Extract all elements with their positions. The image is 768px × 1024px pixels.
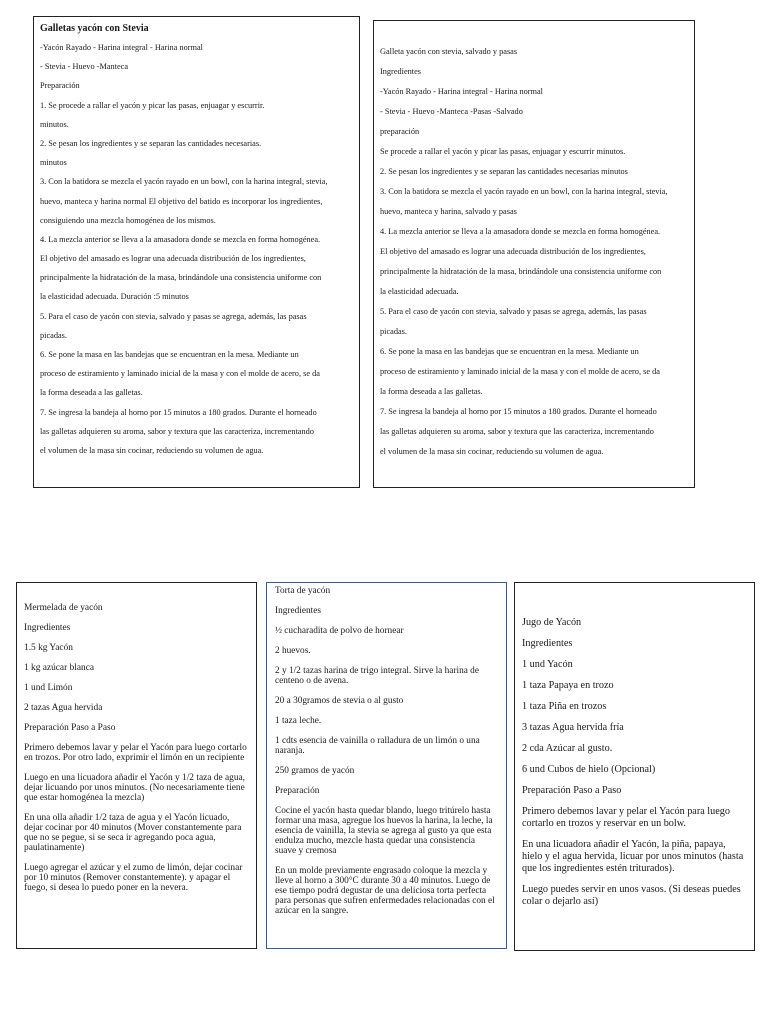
- recipe-line: huevo, manteca y harina normal El objetivo del batido es incorporar los ingredientes,: [40, 196, 323, 206]
- recipe-line: Ingredientes: [380, 67, 422, 76]
- recipe-line: Luego agregar el azúcar y el zumo de limón, dejar cocinar por 10 minutos (Remover constantemente). y apagar el fuego, si desea lo puedo poner en la nevera.: [24, 863, 243, 893]
- recipe-line: - Stevia - Huevo -Manteca: [40, 62, 129, 72]
- recipe-line: Galleta yacón con stevia, salvado y pasas: [380, 47, 518, 56]
- recipe-line: proceso de estiramiento y laminado inicial de la masa y con el molde de acero, se da: [40, 369, 320, 379]
- recipe-body: [380, 47, 688, 457]
- recipe-line: picadas.: [380, 327, 407, 336]
- recipe-line: 1. Se procede a rallar el yacón y picar las pasas, enjuagar y escurrir.: [40, 100, 265, 110]
- recipe-body: [522, 617, 747, 908]
- recipe-line: 1 und Yacón: [522, 659, 573, 670]
- recipe-line: 2 huevos.: [275, 646, 311, 656]
- recipe-line: Mermelada de yacón: [24, 603, 103, 613]
- recipe-line: las galletas adquieren su aroma, sabor y textura que las caracteriza, incrementando: [40, 426, 314, 436]
- recipe-line: En una licuadora añadir el Yacón, la piña, papaya, hielo y el agua hervida, licuar por unos minutos (hasta que los ingredientes estén triturados).: [522, 839, 744, 874]
- recipe-line: 1 cdts esencia de vainilla o ralladura de un limón o una naranja.: [275, 736, 480, 756]
- recipe-line: El objetivo del amasado es lograr una adecuada distribución de los ingredientes,: [380, 247, 646, 256]
- recipe-line: 6. Se pone la masa en las bandejas que se encuentran en la mesa. Mediante un: [40, 350, 299, 359]
- recipe-line: En una olla añadir 1/2 taza de agua y el Yacón licuado, dejar cocinar por 40 minutos (Mover constantemente para que no se pegue, si se seca ir agregando poca agua, paulatinamente): [24, 813, 242, 853]
- recipe-line: 1 taza leche.: [275, 716, 322, 726]
- recipe-line: 7. Se ingresa la bandeja al horno por 15 minutos a 180 grados. Durante el horneado: [40, 407, 317, 417]
- recipe-line: la forma deseada a las galletas.: [380, 387, 483, 396]
- recipe-line: En un molde previamente engrasado coloque la mezcla y lleve al horno a 300°C durante 30 a 40 minutos. Luego de ese tiempo podrá degustar de una deliciosa torta perfecta para personas que sufren enfermedades relacionadas con el azúcar en la sangre.: [275, 866, 495, 916]
- recipe-line: Torta de yacón: [275, 586, 331, 596]
- recipe-line: 2 tazas Agua hervida: [24, 703, 103, 713]
- recipe-line: 5. Para el caso de yacón con stevia, salvado y pasas se agrega, además, las pasas: [40, 311, 307, 321]
- recipe-line: huevo, manteca y harina, salvado y pasas: [380, 207, 517, 216]
- recipe-line: minutos.: [40, 119, 69, 129]
- recipe-line: 2 cda Azúcar al gusto.: [522, 743, 613, 754]
- recipe-line: el volumen de la masa sin cocinar, reduciendo su volumen de agua.: [40, 445, 264, 455]
- recipe-line: minutos: [40, 158, 67, 168]
- recipe-line: 1 taza Piña en trozos: [522, 701, 607, 712]
- recipe-jugo: [514, 582, 755, 951]
- recipe-line: 1.5 kg Yacón: [24, 643, 73, 653]
- recipe-line: 1 kg azúcar blanca: [24, 663, 95, 673]
- recipe-line: picadas.: [40, 330, 67, 340]
- recipe-line: El objetivo del amasado es lograr una adecuada distribución de los ingredientes,: [40, 254, 306, 264]
- recipe-body: [40, 42, 353, 456]
- recipe-line: 2 y 1/2 tazas harina de trigo integral. Sirve la harina de centeno o de avena.: [275, 666, 479, 686]
- recipe-line: Preparación Paso a Paso: [522, 785, 622, 796]
- recipe-line: -Yacón Rayado - Harina integral - Harina normal: [380, 87, 543, 96]
- recipe-line: 2. Se pesan los ingredientes y se separan las cantidades necesarias.: [40, 138, 262, 148]
- recipe-line: Se procede a rallar el yacón y picar las pasas, enjuagar y escurrir minutos.: [380, 147, 626, 156]
- recipe-line: 250 gramos de yacón: [275, 766, 355, 776]
- recipe-line: principalmente la hidratación de la masa, brindándole una consistencia uniforme con: [40, 273, 322, 283]
- recipe-line: Preparación Paso a Paso: [24, 723, 116, 733]
- recipe-line: 2. Se pesan los ingredientes y se separan las cantidades necesarias minutos: [380, 167, 628, 176]
- recipe-line: Luego en una licuadora añadir el Yacón y 1/2 taza de agua, dejar licuando por unos minutos. (No necesariamente tiene que estar homogénea la mezcla): [24, 773, 246, 803]
- recipe-line: 4. La mezcla anterior se lleva a la amasadora donde se mezcla en forma homogénea.: [380, 227, 661, 236]
- recipe-line: Ingredientes: [275, 606, 321, 616]
- recipe-mermelada: [16, 582, 257, 949]
- recipe-line: - Stevia - Huevo -Manteca -Pasas -Salvado: [380, 107, 523, 116]
- recipe-line: las galletas adquieren su aroma, sabor y textura que las caracteriza, incrementando: [380, 427, 654, 436]
- recipe-body: [24, 603, 249, 893]
- recipe-line: 3 tazas Agua hervida fría: [522, 722, 624, 733]
- recipe-line: la elasticidad adecuada.: [380, 287, 459, 296]
- recipe-line: 20 a 30gramos de stevia o al gusto: [275, 696, 404, 706]
- recipe-line: 3. Con la batidora se mezcla el yacón rayado en un bowl, con la harina integral, stevia,: [380, 187, 668, 196]
- recipe-line: 6. Se pone la masa en las bandejas que se encuentran en la mesa. Mediante un: [380, 347, 639, 356]
- recipe-galleta-pasas: [373, 20, 695, 488]
- recipe-line: 3. Con la batidora se mezcla el yacón rayado en un bowl, con la harina integral, stevia,: [40, 177, 328, 187]
- recipe-line: 4. La mezcla anterior se lleva a la amasadora donde se mezcla en forma homogénea.: [40, 234, 321, 244]
- recipe-line: 1 und Limón: [24, 683, 73, 693]
- recipe-line: Preparación: [40, 81, 80, 91]
- recipe-line: Primero debemos lavar y pelar el Yacón para luego cortarlo en trozos y reservar en un bolw.: [522, 806, 730, 829]
- recipe-line: la forma deseada a las galletas.: [40, 388, 143, 398]
- recipe-line: Primero debemos lavar y pelar el Yacón para luego cortarlo en trozos. Por otro lado, exprimir el limón en un recipiente: [24, 743, 247, 763]
- recipe-line: 7. Se ingresa la bandeja al horno por 15 minutos a 180 grados. Durante el horneado: [380, 407, 657, 416]
- recipe-line: el volumen de la masa sin cocinar, reduciendo su volumen de agua.: [380, 447, 604, 456]
- recipe-galletas-stevia: [33, 16, 360, 488]
- recipe-line: la elasticidad adecuada. Duración :5 minutos: [40, 292, 189, 302]
- recipe-line: Ingredientes: [522, 638, 573, 649]
- recipe-line: 6 und Cubos de hielo (Opcional): [522, 764, 656, 775]
- recipe-line: -Yacón Rayado - Harina integral - Harina normal: [40, 43, 203, 52]
- recipe-line: Cocine el yacón hasta quedar blando, luego tritúrelo hasta formar una masa, agregue los huevos la harina, la leche, la esencia de vainilla, la stevia se agrega al gusto ya que esta endulza mucho, mezcle hasta quedar una consistencia suave y cremosa: [275, 806, 493, 856]
- recipe-line: consiguiendo una mezcla homogénea de los mismos.: [40, 215, 216, 225]
- recipe-line: Ingredientes: [24, 623, 71, 633]
- recipe-line: principalmente la hidratación de la masa, brindándole una consistencia uniforme con: [380, 267, 662, 276]
- recipe-line: Luego puedes servir en unos vasos. (Si deseas puedes colar o dejarlo así): [522, 884, 741, 907]
- recipe-line: Preparación: [275, 786, 320, 796]
- recipe-line: proceso de estiramiento y laminado inicial de la masa y con el molde de acero, se da: [380, 367, 660, 376]
- recipe-title: Galletas yacón con Stevia: [40, 23, 149, 34]
- recipe-body: [275, 586, 498, 916]
- recipe-line: ½ cucharadita de polvo de hornear: [275, 626, 404, 636]
- recipe-line: Jugo de Yacón: [522, 617, 582, 628]
- recipe-line: preparación: [380, 127, 420, 136]
- recipe-line: 5. Para el caso de yacón con stevia, salvado y pasas se agrega, además, las pasas: [380, 307, 647, 316]
- recipe-torta: [266, 582, 507, 949]
- recipe-line: 1 taza Papaya en trozo: [522, 680, 614, 691]
